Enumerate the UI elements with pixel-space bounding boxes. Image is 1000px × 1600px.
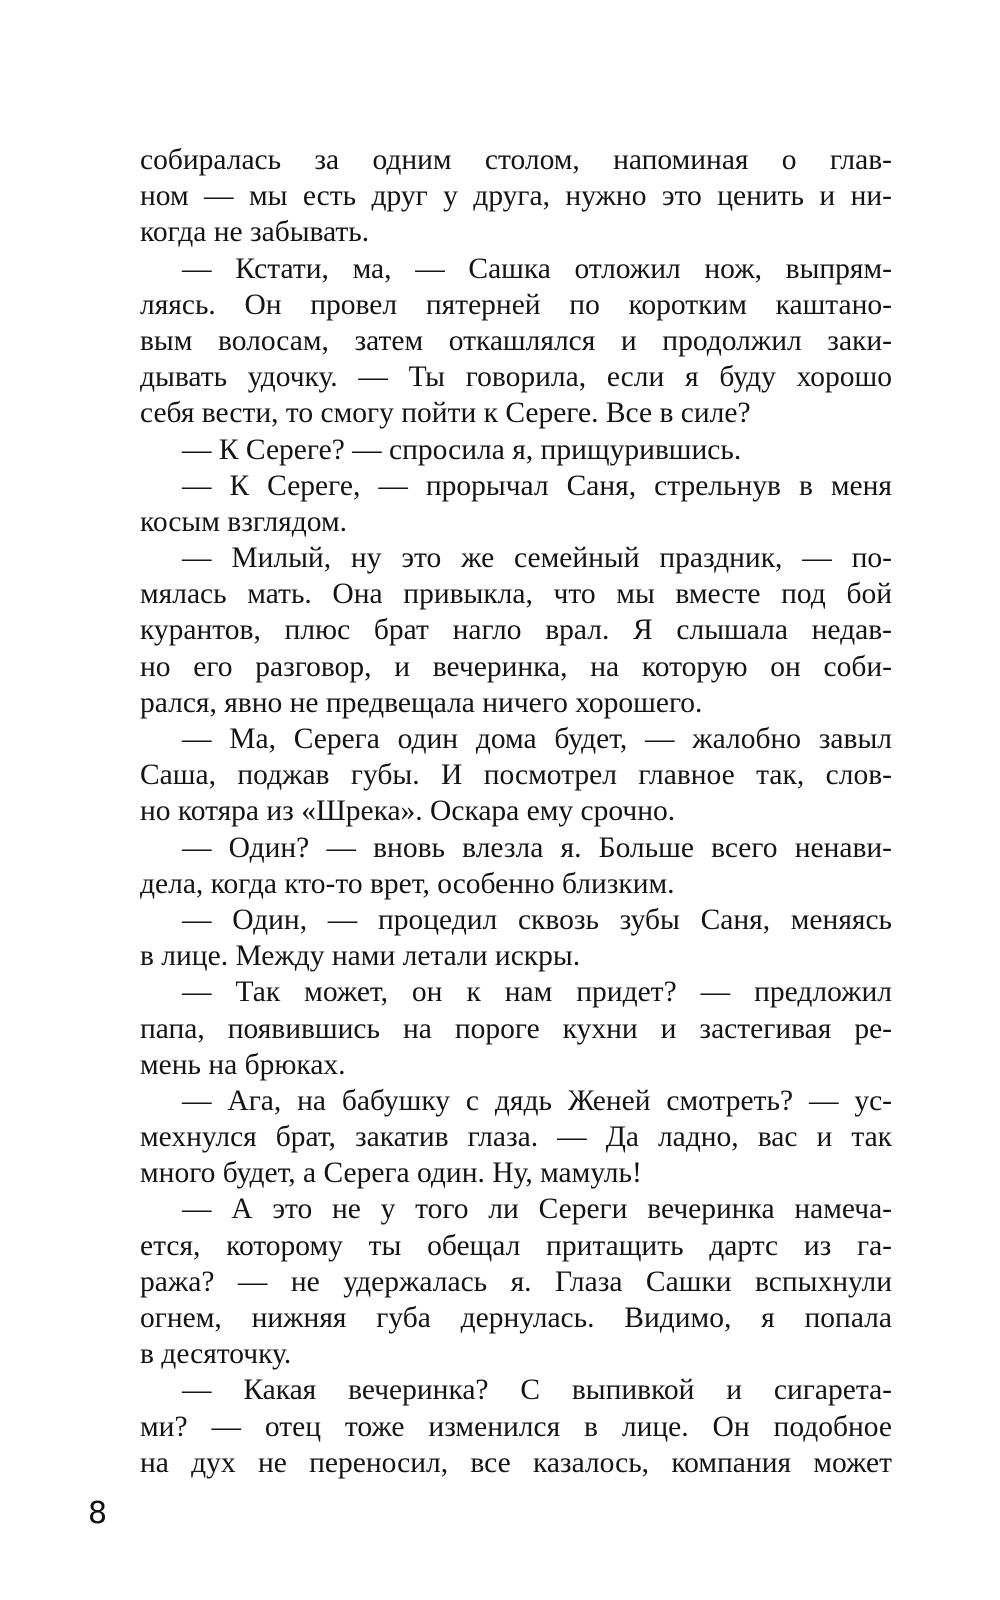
text-line: мялась мать. Она привыкла, что мы вместе под бой — [140, 578, 892, 611]
text-line: дывать удочку. — Ты говорила, если я буду хорошо — [140, 361, 892, 394]
text-line: — Один? — вновь влезла я. Больше всего ненави- — [182, 831, 892, 864]
text-line: ляясь. Он провел пятерней по коротким каштано- — [140, 288, 892, 321]
text-line: рался, явно не предвещала ничего хорошего. — [140, 686, 703, 719]
text-line: ется, которому ты обещал притащить дартс из га- — [140, 1229, 892, 1262]
text-line: когда не забывать. — [140, 216, 370, 249]
text-line: — Один, — процедил сквозь зубы Саня, меняясь — [182, 903, 892, 936]
text-line: на дух не переносил, все казалось, компания может — [140, 1446, 892, 1479]
text-line: папа, появившись на пороге кухни и застегивая ре- — [140, 1012, 892, 1045]
text-line: — К Сереге? — спросила я, прищурившись. — [182, 433, 742, 466]
text-line: — Ага, на бабушку с дядь Женей смотреть? — ус- — [182, 1084, 892, 1117]
text-line: вым волосам, затем откашлялся и продолжил заки- — [140, 324, 892, 357]
text-line: — Так может, он к нам придет? — предложил — [182, 976, 892, 1009]
text-line: в десяточку. — [140, 1338, 292, 1371]
text-line: огнем, нижняя губа дернулась. Видимо, я попала — [140, 1302, 892, 1334]
text-line: много будет, а Серега один. Ну, мамуль! — [140, 1157, 642, 1190]
text-line: мехнулся брат, закатив глаза. — Да ладно, вас и так — [140, 1121, 892, 1154]
text-line: — Кстати, ма, — Сашка отложил нож, выпрям- — [182, 252, 892, 285]
page-number: 8 — [88, 1496, 108, 1531]
text-line: ми? — отец тоже изменился в лице. Он подобное — [140, 1410, 892, 1443]
text-line: в лице. Между нами летали искры. — [140, 940, 581, 973]
text-line: ража? — не удержалась я. Глаза Сашки вспыхнули — [140, 1265, 892, 1298]
text-line: — А это не у того ли Сереги вечеринка намеча- — [182, 1193, 892, 1226]
text-line: дела, когда кто-то врет, особенно близким. — [140, 867, 675, 900]
text-line: — Какая вечеринка? С выпивкой и сигарета- — [182, 1374, 892, 1407]
text-line: курантов, плюс брат нагло врал. Я слышала недав- — [140, 614, 892, 647]
text-line: но котяра из «Шрека». Оскара ему срочно. — [140, 795, 676, 828]
text-line: себя вести, то смогу пойти к Сереге. Все в силе? — [140, 397, 751, 430]
text-line: косым взглядом. — [140, 505, 347, 538]
text-line: — Милый, ну это же семейный праздник, — по- — [182, 542, 892, 575]
text-line: но его разговор, и вечеринка, на которую он соби- — [140, 650, 892, 683]
text-line: Саша, поджав губы. И посмотрел главное так, слов- — [140, 759, 892, 792]
text-line: собиралась за одним столом, напоминая о глав- — [140, 144, 892, 176]
text-line: — К Сереге, — прорычал Саня, стрельнув в меня — [182, 469, 892, 502]
page-body-text — [140, 142, 892, 1481]
text-line: мень на брюках. — [140, 1048, 346, 1081]
text-line: ном — мы есть друг у друга, нужно это ценить и ни- — [140, 180, 892, 213]
text-line: — Ма, Серега один дома будет, — жалобно завыл — [182, 723, 892, 755]
